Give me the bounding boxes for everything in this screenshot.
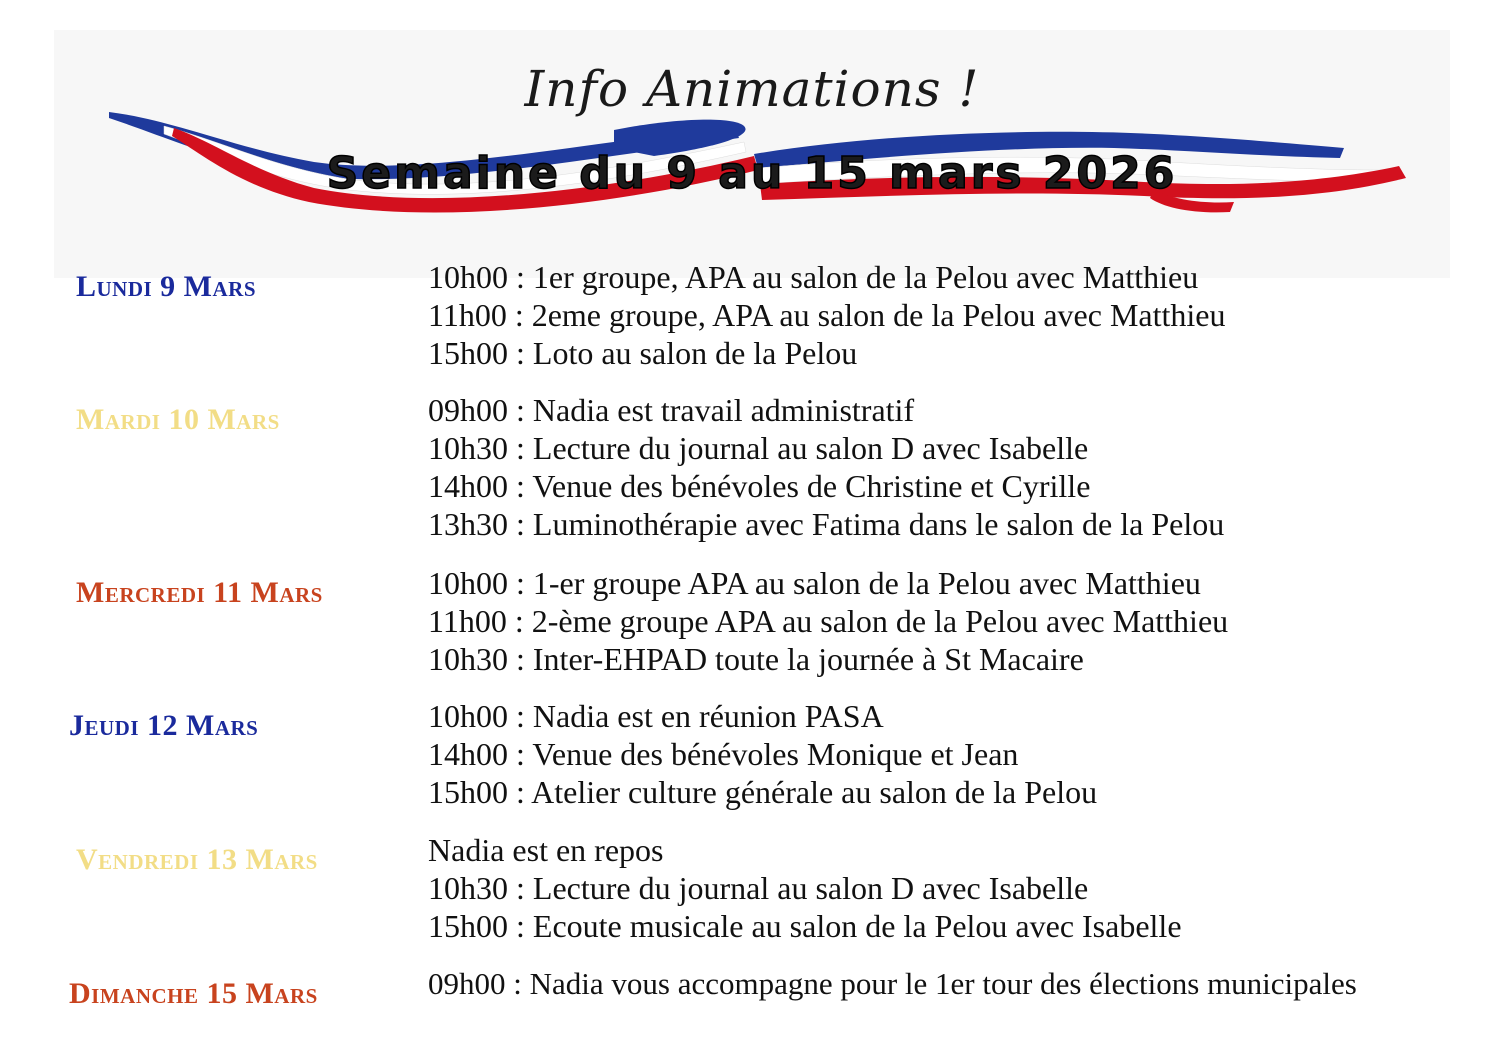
event-item: 15h00 : Ecoute musicale au salon de la Pelou avec Isabelle [428,908,1182,944]
event-item: 14h00 : Venue des bénévoles Monique et Jean [428,736,1019,772]
event-list [428,564,1228,678]
event-list [428,391,1224,543]
event-list [428,258,1225,372]
event-item: Nadia est en repos [428,832,664,868]
event-item: 11h00 : 2eme groupe, APA au salon de la Pelou avec Matthieu [428,297,1226,333]
event-item: 10h00 : Nadia est en réunion PASA [428,698,884,734]
event-item: 13h30 : Luminothérapie avec Fatima dans le salon de la Pelou [428,506,1225,542]
day-label: Jeudi 12 Mars [69,709,259,742]
day-label: Mercredi 11 Mars [76,576,323,609]
day-label: Lundi 9 Mars [76,270,257,303]
day-label: Dimanche 15 Mars [69,977,318,1010]
header-banner [54,30,1450,278]
event-item: 09h00 : Nadia vous accompagne pour le 1er tour des élections municipales [428,966,1357,1001]
event-item: 10h30 : Lecture du journal au salon D avec Isabelle [428,430,1089,466]
event-item: 15h00 : Loto au salon de la Pelou [428,335,858,371]
day-label: Mardi 10 Mars [76,403,280,436]
day-label: Vendredi 13 Mars [76,843,318,876]
event-item: 10h00 : 1-er groupe APA au salon de la Pelou avec Matthieu [428,565,1201,601]
event-item: 15h00 : Atelier culture générale au salon de la Pelou [428,774,1098,810]
event-item: 14h00 : Venue des bénévoles de Christine et Cyrille [428,468,1091,504]
page-title: Info Animations ! [524,60,980,118]
event-item: 10h30 : Lecture du journal au salon D avec Isabelle [428,870,1089,906]
event-item: 11h00 : 2-ème groupe APA au salon de la Pelou avec Matthieu [428,603,1229,639]
event-list [428,697,1097,811]
event-list [428,831,1182,945]
event-list [428,965,1357,1003]
week-subtitle: Semaine du 9 au 15 mars 2026 [326,148,1178,199]
event-item: 10h30 : Inter-EHPAD toute la journée à St Macaire [428,641,1084,677]
event-item: 09h00 : Nadia est travail administratif [428,392,915,428]
event-item: 10h00 : 1er groupe, APA au salon de la Pelou avec Matthieu [428,259,1199,295]
